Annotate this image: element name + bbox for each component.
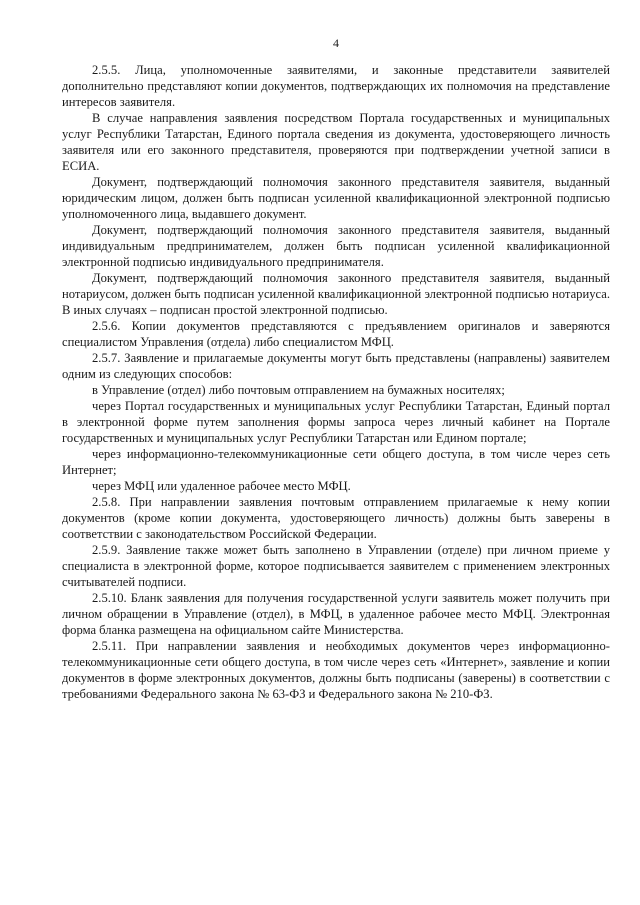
paragraph-notary-signature: Документ, подтверждающий полномочия законного представителя заявителя, выданный нотариусом, должен быть подписан усиленной квалификационной электронной подписью нотариуса. В иных случаях – подписан простой электронной подписью.	[62, 271, 610, 317]
paragraph-entrepreneur-signature: Документ, подтверждающий полномочия законного представителя заявителя, выданный индивидуальным предпринимателем, должен быть подписан усиленной квалификационной электронной подписью индивидуального предпринимателя.	[62, 223, 610, 269]
list-item-mfc: через МФЦ или удаленное рабочее место МФЦ.	[92, 479, 351, 493]
paragraph-2-5-8: 2.5.8. При направлении заявления почтовым отправлением прилагаемые к нему копии документов (кроме копии документа, удостоверяющего личность) должны быть заверены в соответствии с законодательством Российской Федерации.	[62, 495, 610, 541]
paragraph-2-5-5: 2.5.5. Лица, уполномоченные заявителями, и законные представители заявителей дополнительно представляют копии документов, подтверждающих их полномочия на представление интересов заявителя.	[62, 63, 610, 109]
paragraph-2-5-10: 2.5.10. Бланк заявления для получения государственной услуги заявитель может получить при личном обращении в Управление (отдел), в МФЦ, в удаленное рабочее место МФЦ. Электронная форма бланка размещена на официальном сайте Министерства.	[62, 591, 610, 637]
list-item-portal: через Портал государственных и муниципальных услуг Республики Татарстан, Единый портал в электронной форме путем заполнения формы запроса через личный кабинет на Портале государственных и муниципальных услуг Республики Татарстан или Едином портале;	[62, 399, 610, 445]
paragraph-2-5-11: 2.5.11. При направлении заявления и необходимых документов через информационно-телекоммуникационные сети общего доступа, в том числе через сеть «Интернет», заявление и копии документов в форме электронных документов, должны быть подписаны (заверены) в соответствии с требованиями Федерального закона № 63-ФЗ и Федерального закона № 210-ФЗ.	[62, 639, 610, 701]
list-item-paper: в Управление (отдел) либо почтовым отправлением на бумажных носителях;	[92, 383, 505, 397]
document-body	[62, 62, 610, 702]
paragraph-2-5-9: 2.5.9. Заявление также может быть заполнено в Управлении (отделе) при личном приеме у специалиста в электронной форме, которое подписывается заявителем с применением электронных считывателей подписи.	[62, 543, 610, 589]
page-number: 4	[333, 36, 339, 50]
paragraph-portal-verification: В случае направления заявления посредством Портала государственных и муниципальных услуг Республики Татарстан, Единого портала сведения из документа, удостоверяющего личность заявителя или его законного представителя, проверяются при подтверждении учетной записи в ЕСИА.	[62, 111, 610, 173]
list-item-internet: через информационно-телекоммуникационные сети общего доступа, в том числе через сеть Интернет;	[62, 447, 610, 477]
paragraph-legal-entity-signature: Документ, подтверждающий полномочия законного представителя заявителя, выданный юридическим лицом, должен быть подписан усиленной квалификационной электронной подписью уполномоченного лица, выдавшего документ.	[62, 175, 610, 221]
paragraph-2-5-6: 2.5.6. Копии документов представляются с предъявлением оригиналов и заверяются специалистом Управления (отдела) либо специалистом МФЦ.	[62, 319, 610, 349]
paragraph-2-5-7: 2.5.7. Заявление и прилагаемые документы могут быть представлены (направлены) заявителем одним из следующих способов:	[62, 351, 610, 381]
